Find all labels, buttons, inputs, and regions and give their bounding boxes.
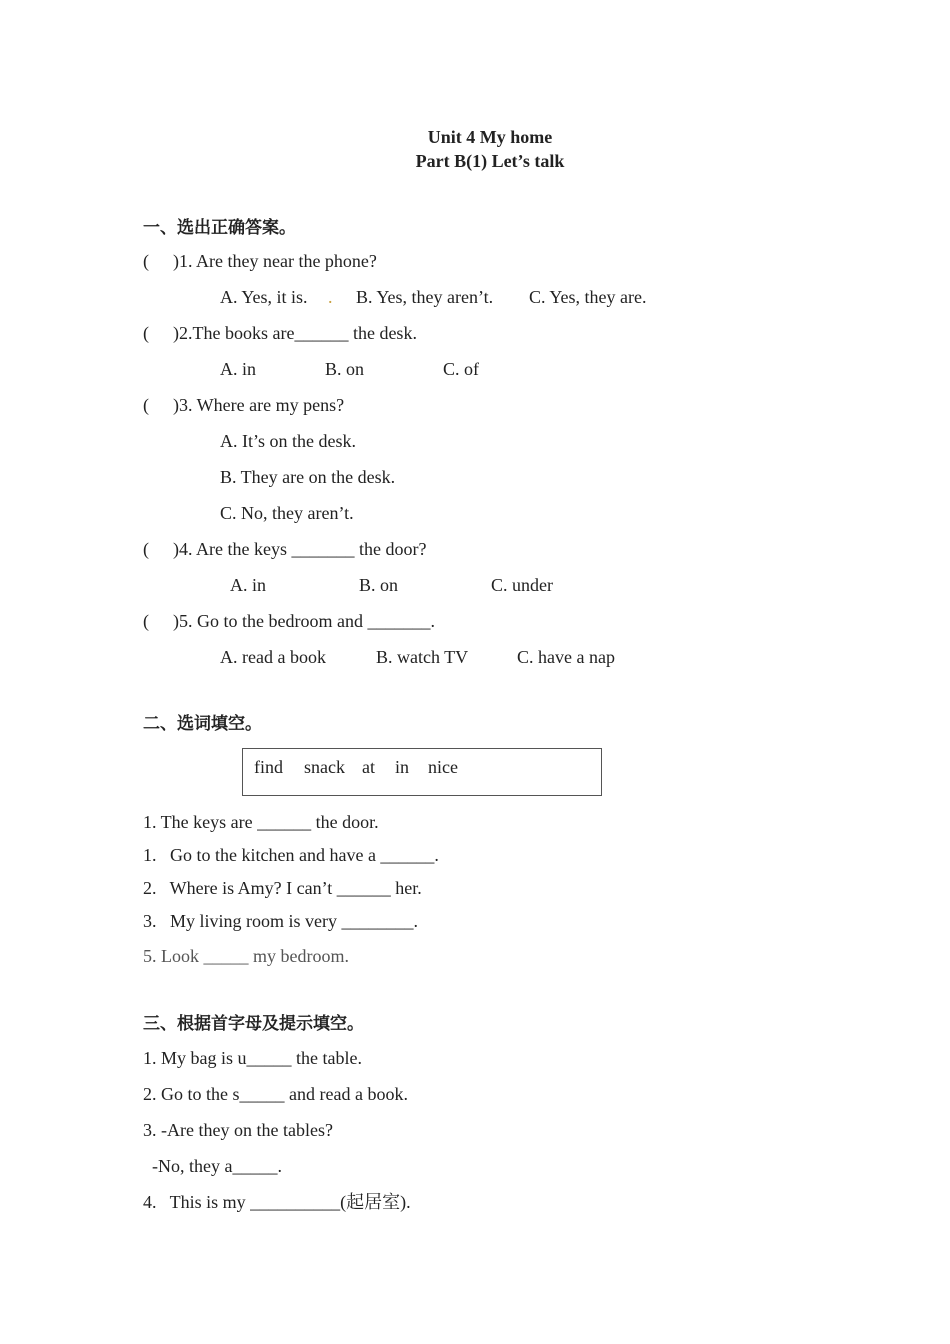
word-bank-item: at (362, 757, 375, 777)
q5-option-b: B. watch TV (376, 647, 469, 667)
answer-paren: ( (143, 323, 149, 343)
q1-option-b: B. Yes, they aren’t. (356, 287, 494, 307)
answer-paren: ( (143, 395, 149, 415)
fill-item-1: 1. The keys are ______ the door. (143, 812, 379, 832)
question-4-stem: )4. Are the keys _______ the door? (173, 539, 427, 559)
stray-mark: . (328, 287, 333, 307)
q3-option-a: A. It’s on the desk. (220, 431, 356, 451)
answer-paren: ( (143, 611, 149, 631)
word-bank-item: in (395, 757, 410, 777)
q5-option-a: A. read a book (220, 647, 326, 667)
question-2-stem: )2.The books are______ the desk. (173, 323, 417, 343)
q2-option-b: B. on (325, 359, 365, 379)
page-title: Unit 4 My home (427, 127, 553, 147)
q4-option-b: B. on (359, 575, 399, 595)
fill-item-3: 2. Where is Amy? I can’t ______ her. (143, 878, 422, 898)
q1-option-c: C. Yes, they are. (529, 287, 647, 307)
q5-option-c: C. have a nap (517, 647, 615, 667)
q3-option-b: B. They are on the desk. (220, 467, 396, 487)
hint-item-3-question: 3. -Are they on the tables? (143, 1120, 333, 1140)
q2-option-c: C. of (443, 359, 479, 379)
fill-item-4: 3. My living room is very ________. (143, 911, 418, 931)
answer-paren: ( (143, 251, 149, 271)
q4-option-c: C. under (491, 575, 553, 595)
question-1-stem: )1. Are they near the phone? (173, 251, 377, 271)
q2-option-a: A. in (220, 359, 256, 379)
hint-item-1: 1. My bag is u_____ the table. (143, 1048, 362, 1068)
question-5-stem: )5. Go to the bedroom and _______. (173, 611, 435, 631)
hint-item-4: 4. This is my __________(起居室). (143, 1192, 411, 1212)
q4-option-a: A. in (230, 575, 266, 595)
word-bank-box (242, 748, 602, 796)
hint-item-2: 2. Go to the s_____ and read a book. (143, 1084, 408, 1104)
answer-paren: ( (143, 539, 149, 559)
fill-item-5: 5. Look _____ my bedroom. (143, 946, 349, 966)
hint-item-3-answer: -No, they a_____. (143, 1156, 282, 1176)
question-3-stem: )3. Where are my pens? (173, 395, 345, 415)
page-subtitle: Part B(1) Let’s talk (415, 151, 565, 171)
word-bank-item: snack (304, 757, 345, 777)
fill-item-2: 1. Go to the kitchen and have a ______. (143, 845, 439, 865)
section2-heading: 二、选词填空。 (143, 714, 262, 734)
q1-option-a: A. Yes, it is. (220, 287, 308, 307)
word-bank-item: nice (428, 757, 458, 777)
section1-heading: 一、选出正确答案。 (143, 218, 296, 238)
q3-option-c: C. No, they aren’t. (220, 503, 354, 523)
section3-heading: 三、根据首字母及提示填空。 (143, 1014, 364, 1034)
word-bank-item: find (254, 757, 283, 777)
